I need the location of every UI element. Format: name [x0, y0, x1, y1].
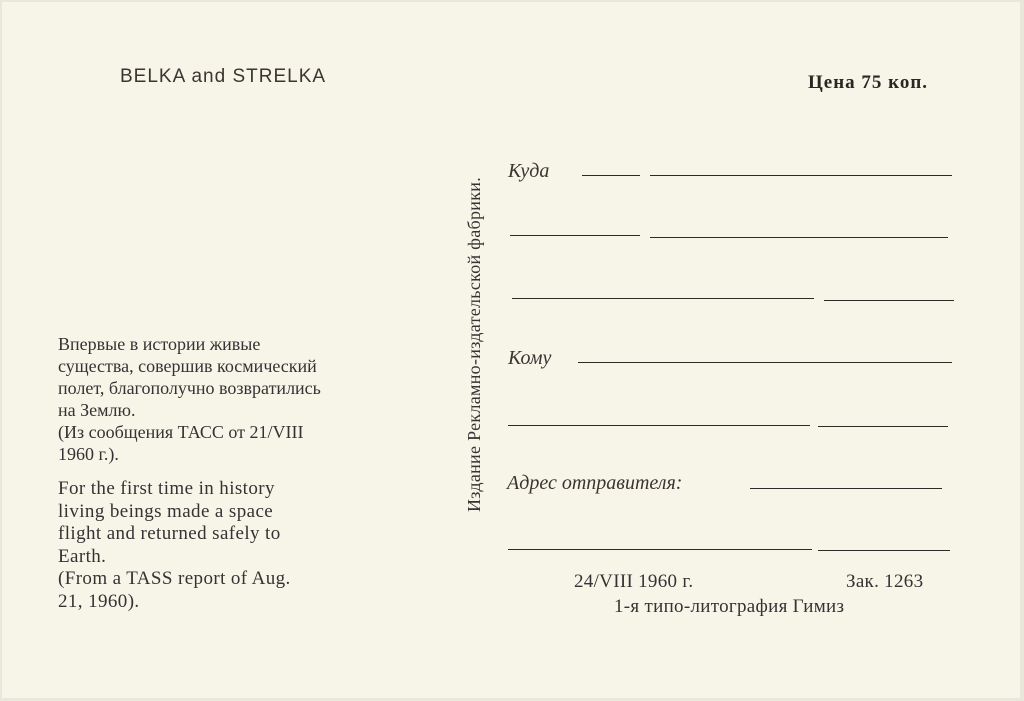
- postcard-back: [2, 2, 1020, 698]
- print-date: 24/VIII 1960 г.: [574, 571, 694, 592]
- caption-line: полет, благополучно возвратились: [58, 378, 321, 398]
- to-label: Куда: [508, 160, 550, 182]
- address-line: [512, 298, 814, 299]
- printer-name: 1-я типо-литография Гимиз: [614, 596, 845, 617]
- address-line: [510, 235, 640, 236]
- address-line: [750, 488, 942, 489]
- caption-line: living beings made a space: [58, 500, 274, 522]
- card-title: BELKA and STRELKA: [120, 66, 327, 87]
- publisher-imprint-text: Издание Рекламно-издательской фабрики.: [464, 177, 484, 513]
- russian-caption: [58, 333, 438, 465]
- sender-label: Адрес отправителя:: [507, 472, 683, 494]
- recipient-label: Кому: [508, 347, 552, 369]
- address-line: [578, 362, 952, 363]
- address-line: [582, 175, 640, 176]
- caption-line: For the first time in history: [58, 478, 275, 499]
- caption-line: существа, совершив космический: [58, 356, 317, 376]
- english-caption: [58, 478, 438, 613]
- caption-source-line: (From a TASS report of Aug.: [58, 568, 291, 589]
- price-label: Цена 75 коп.: [808, 72, 929, 93]
- caption-line: flight and returned safely to: [58, 523, 281, 544]
- address-line: [818, 426, 948, 427]
- print-order: Зак. 1263: [846, 571, 924, 592]
- address-line: [508, 549, 812, 550]
- caption-source-line: (Из сообщения ТАСС от 21/VIII: [58, 422, 304, 442]
- caption-line: Earth.: [58, 545, 107, 567]
- caption-line: Впервые в истории живые: [58, 334, 261, 354]
- publisher-imprint: [459, 102, 489, 587]
- address-line: [650, 175, 952, 176]
- caption-source-line: 21, 1960).: [58, 590, 140, 612]
- address-line: [650, 237, 948, 238]
- address-line: [818, 550, 950, 551]
- address-line: [824, 300, 954, 301]
- caption-source-line: 1960 г.).: [58, 444, 119, 464]
- address-line: [508, 425, 810, 426]
- caption-line: на Землю.: [58, 400, 136, 420]
